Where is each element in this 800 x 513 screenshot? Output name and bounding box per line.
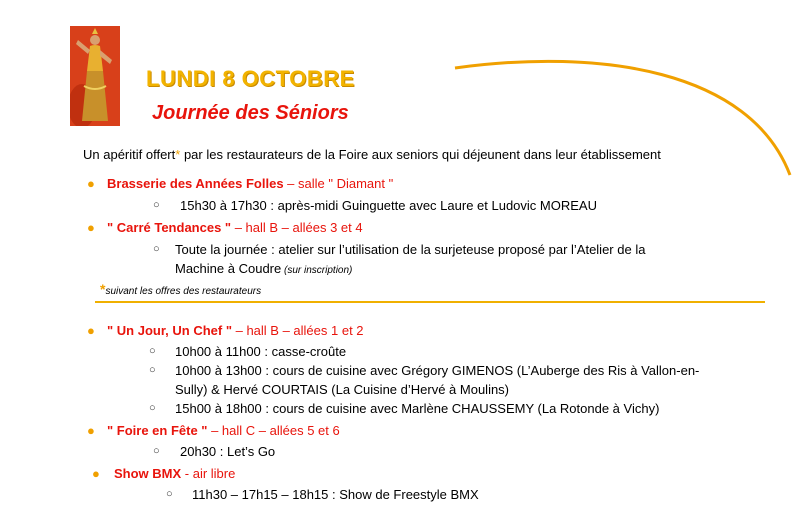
bullet-icon: ● [87, 423, 95, 438]
list-item-venue [107, 423, 340, 438]
schedule-item: 20h30 : Let’s Go [180, 444, 276, 459]
list-item-venue [107, 176, 393, 191]
venue-name: " Carré Tendances " [107, 220, 232, 235]
schedule-item-continuation: Sully) & Hervé COURTAIS (La Cuisine d’Hervé à Moulins) [175, 382, 510, 397]
venue-location: – hall C – allées 5 et 6 [207, 423, 340, 438]
venue-location: – hall B – allées 1 et 2 [232, 323, 364, 338]
footnote-asterisk: * [100, 281, 106, 297]
list-item-venue [107, 323, 364, 338]
venue-location: - air libre [181, 466, 236, 481]
circle-bullet-icon: ○ [153, 243, 160, 255]
venue-name: Show BMX [114, 466, 182, 481]
circle-bullet-icon: ○ [149, 402, 156, 414]
schedule-item: 10h00 à 13h00 : cours de cuisine avec Grégory GIMENOS (L’Auberge des Ris à Vallon-en- [175, 363, 700, 378]
circle-bullet-icon: ○ [153, 199, 160, 211]
circle-bullet-icon: ○ [166, 488, 173, 500]
bullet-icon: ● [87, 176, 95, 191]
list-item-venue [114, 466, 235, 481]
divider [95, 301, 765, 303]
intro-text-before: Un apéritif offert [83, 147, 176, 162]
venue-name: " Foire en Fête " [107, 423, 208, 438]
bullet-icon: ● [87, 323, 95, 338]
circle-bullet-icon: ○ [153, 445, 160, 457]
schedule-item-text: Machine à Coudre [175, 261, 282, 276]
event-name-title: Journée des Séniors [152, 102, 349, 124]
registration-note: (sur inscription) [281, 265, 353, 276]
schedule-item: Toute la journée : atelier sur l’utilisation de la surjeteuse proposé par l’Atelier de la [175, 242, 646, 257]
bullet-icon: ● [87, 220, 95, 235]
circle-bullet-icon: ○ [149, 364, 156, 376]
schedule-item: 10h00 à 11h00 : casse-croûte [175, 344, 347, 359]
schedule-item: 11h30 – 17h15 – 18h15 : Show de Freestyle BMX [192, 487, 479, 502]
venue-name: " Un Jour, Un Chef " [107, 323, 232, 338]
intro-asterisk: * [175, 147, 181, 162]
bullet-icon: ● [92, 466, 100, 481]
intro-text-after: par les restaurateurs de la Foire aux seniors qui déjeunent dans leur établissement [180, 147, 661, 162]
venue-name: Brasserie des Années Folles [107, 176, 284, 191]
event-date-title: LUNDI 8 OCTOBRE [146, 66, 355, 91]
schedule-item: 15h30 à 17h30 : après-midi Guinguette avec Laure et Ludovic MOREAU [180, 198, 597, 213]
venue-location: – salle " Diamant " [283, 176, 394, 191]
footnote-text: suivant les offres des restaurateurs [105, 286, 262, 297]
schedule-item: 15h00 à 18h00 : cours de cuisine avec Marlène CHAUSSEMY (La Rotonde à Vichy) [175, 401, 660, 416]
list-item-venue [107, 220, 363, 235]
venue-location: – hall B – allées 3 et 4 [231, 220, 363, 235]
circle-bullet-icon: ○ [149, 345, 156, 357]
intro-text [83, 147, 661, 162]
schedule-item-continuation [175, 261, 352, 276]
footnote [100, 281, 261, 297]
